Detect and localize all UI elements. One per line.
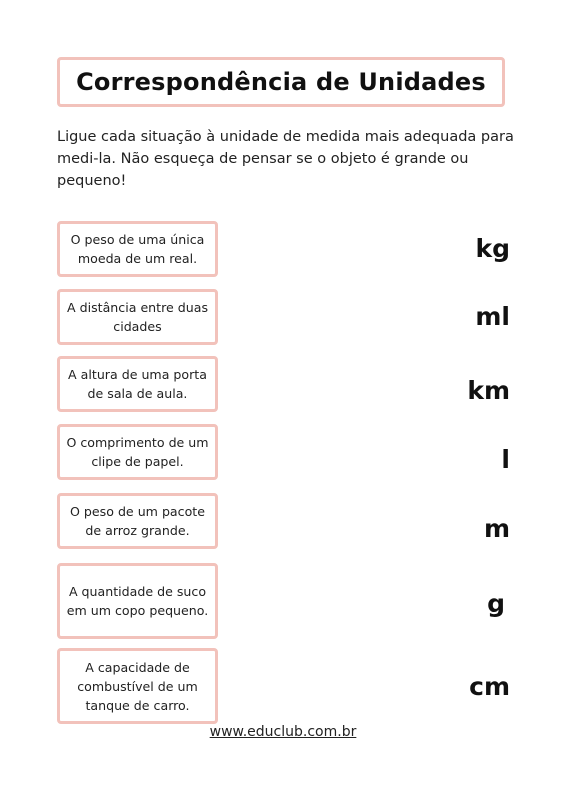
situation-card-5[interactable] <box>57 493 218 549</box>
unit-cm[interactable]: cm <box>469 672 510 701</box>
unit-m[interactable]: m <box>483 514 510 543</box>
situation-text: A quantidade de suco em um copo pequeno. <box>66 584 209 618</box>
title-box <box>57 57 505 107</box>
situation-text: O peso de um pacote de arroz grande. <box>70 504 205 538</box>
unit-ml[interactable]: ml <box>475 302 510 331</box>
unit-kg[interactable]: kg <box>475 234 510 263</box>
situation-card-6[interactable] <box>57 563 218 639</box>
situation-card-7[interactable] <box>57 648 218 724</box>
unit-l[interactable]: l <box>501 445 510 474</box>
situation-text: O peso de uma única moeda de um real. <box>70 232 205 266</box>
situation-text: A capacidade de combustível de um tanque de carro. <box>77 659 198 713</box>
situation-text: O comprimento de um clipe de papel. <box>66 435 209 469</box>
unit-g[interactable]: g <box>487 589 505 618</box>
situation-card-2[interactable] <box>57 289 218 345</box>
unit-km[interactable]: km <box>467 376 510 405</box>
situation-card-4[interactable] <box>57 424 218 480</box>
page-title: Correspondência de Unidades <box>76 68 486 96</box>
situation-text: A altura de uma porta de sala de aula. <box>68 367 207 401</box>
situation-card-3[interactable] <box>57 356 218 412</box>
situation-card-1[interactable] <box>57 221 218 277</box>
footer-link[interactable]: www.educlub.com.br <box>209 724 357 740</box>
situation-text: A distância entre duas cidades <box>66 300 209 334</box>
instructions: Ligue cada situação à unidade de medida mais adequada para medi-la. Não esqueça de pensar se o objeto é grande ou pequeno! <box>57 129 514 189</box>
